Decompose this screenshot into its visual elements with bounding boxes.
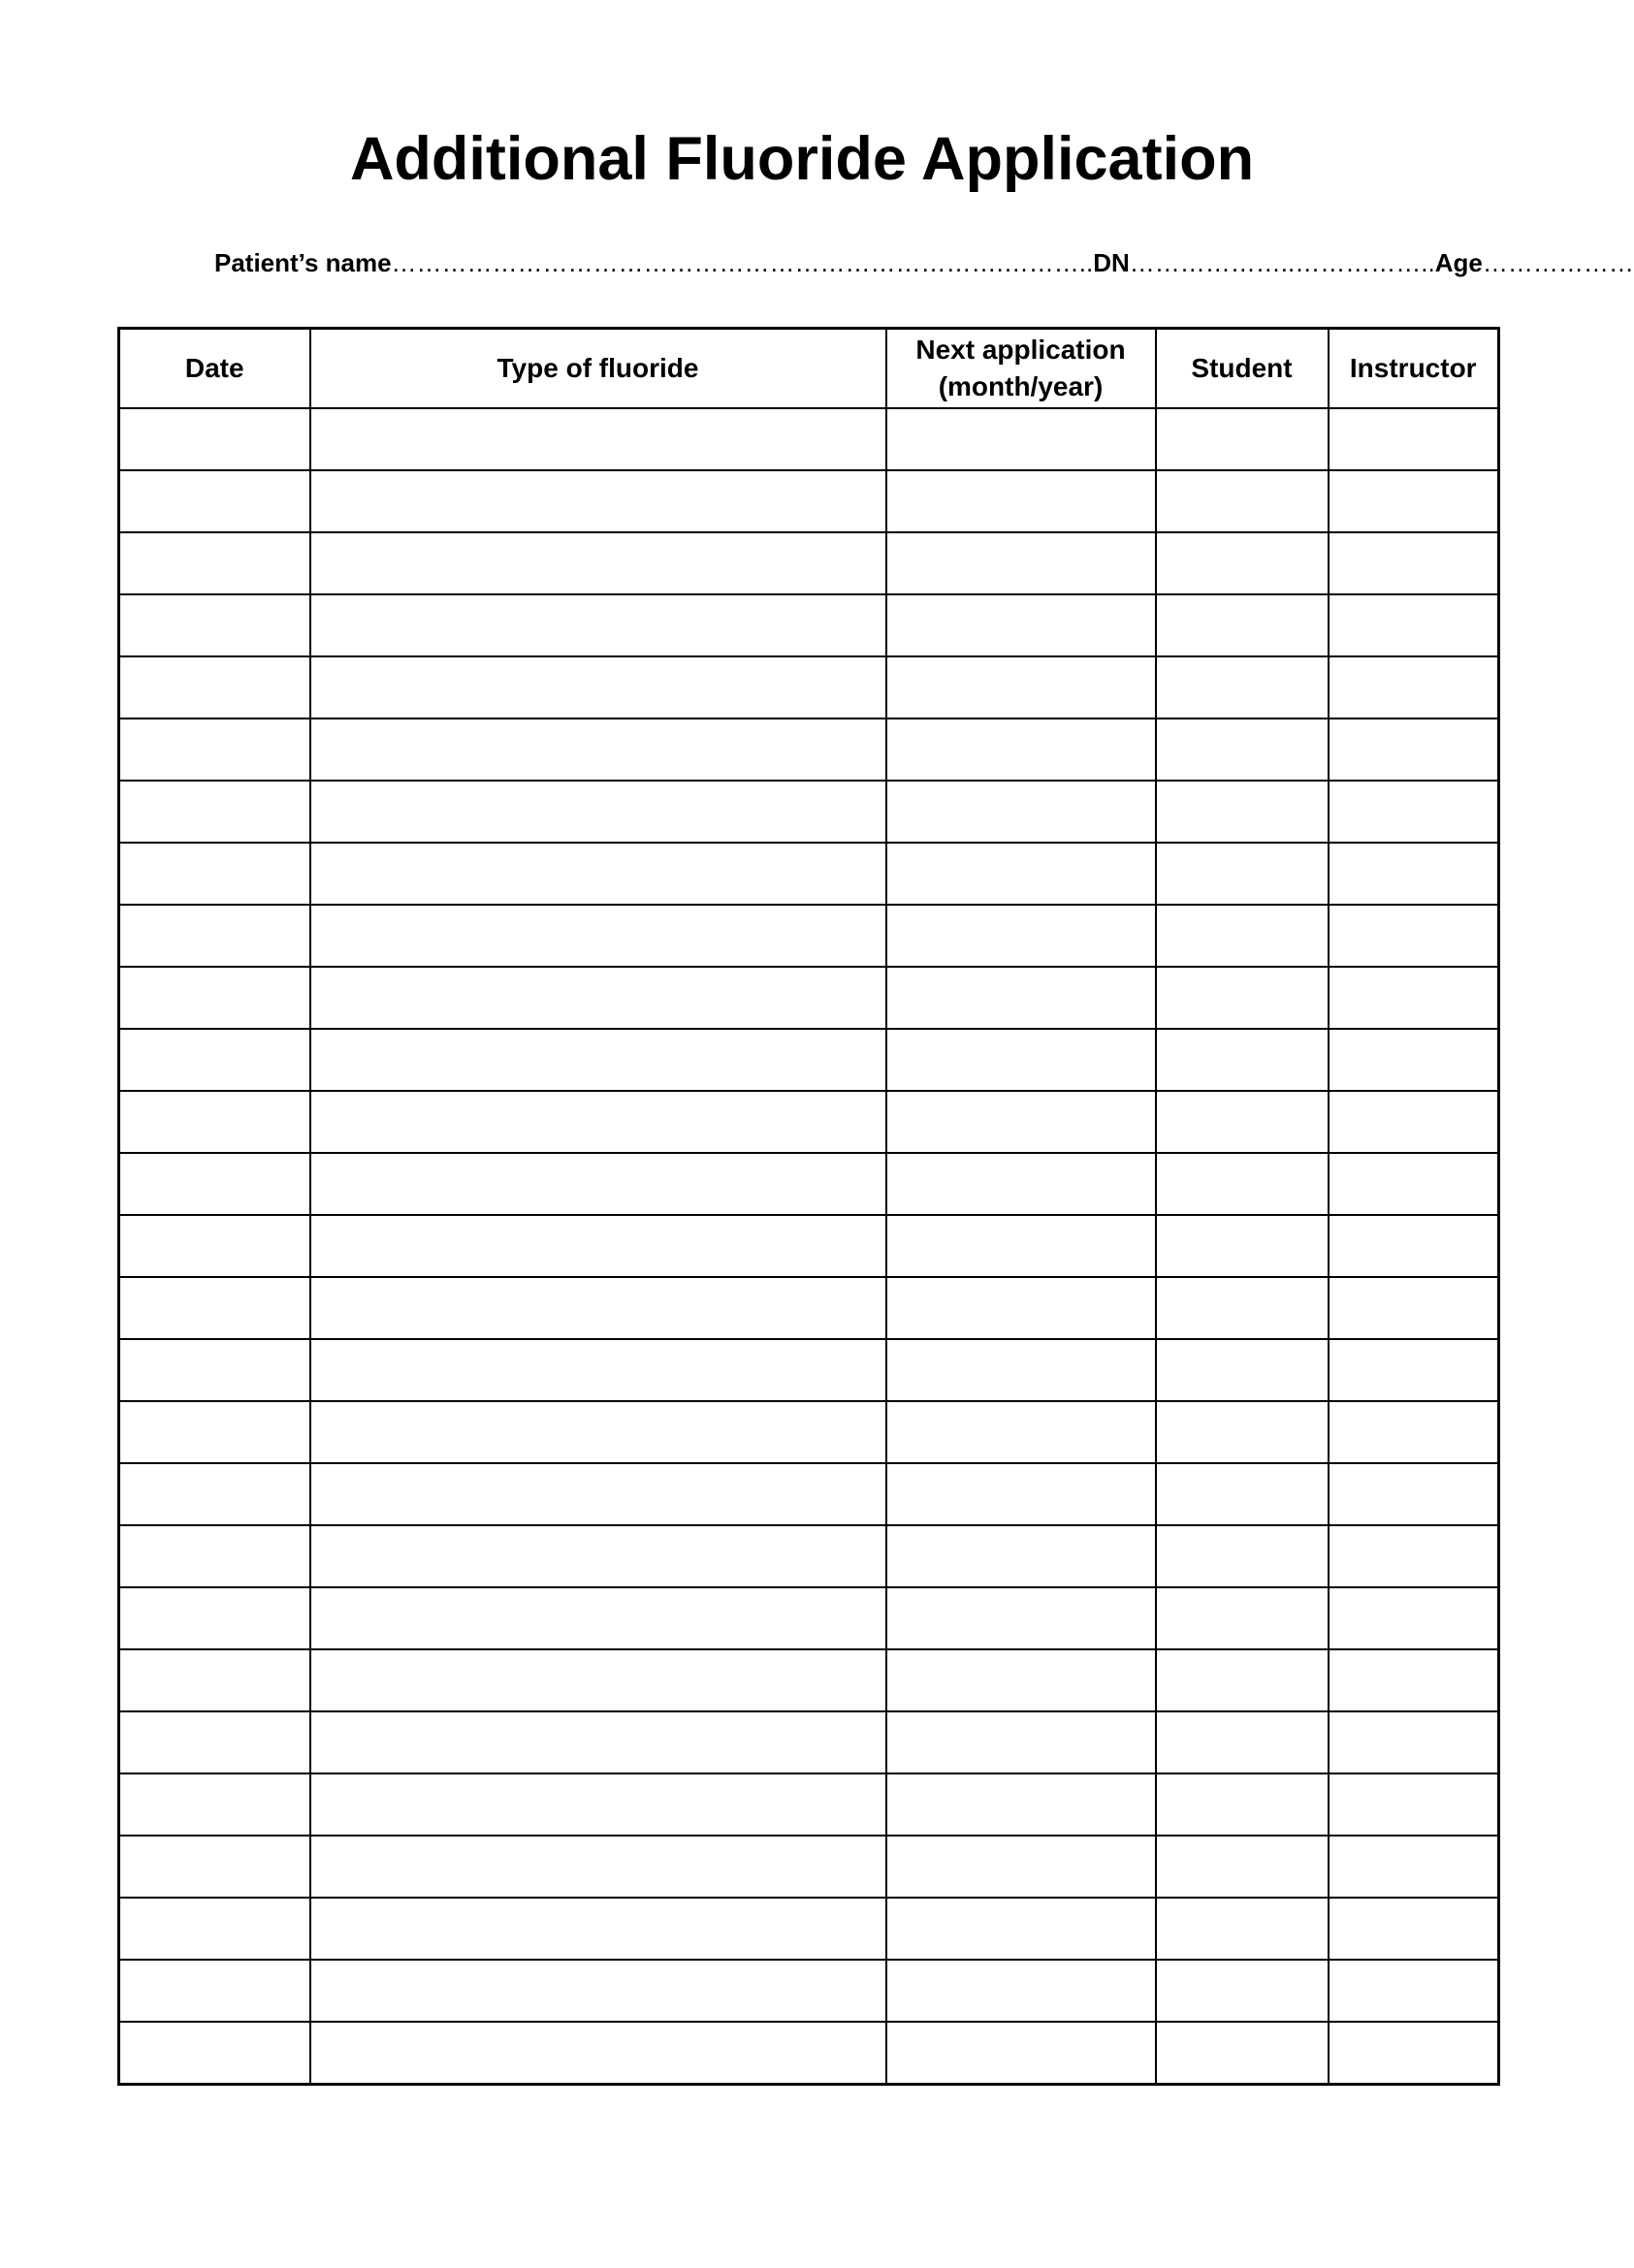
student-cell[interactable] (1156, 1029, 1329, 1091)
next-application-cell[interactable] (886, 470, 1156, 532)
table-body (119, 408, 1499, 2085)
type-of-fluoride-cell[interactable] (310, 1029, 886, 1091)
instructor-cell[interactable] (1329, 408, 1499, 470)
next-application-cell[interactable] (886, 1401, 1156, 1463)
next-application-cell[interactable] (886, 1029, 1156, 1091)
type-of-fluoride-cell[interactable] (310, 1401, 886, 1463)
header-type-of-fluoride: Type of fluoride (310, 329, 886, 409)
table-row (119, 1960, 1499, 2022)
instructor-cell[interactable] (1329, 1836, 1499, 1898)
type-of-fluoride-cell[interactable] (310, 1091, 886, 1153)
table-row (119, 843, 1499, 905)
table-row (119, 905, 1499, 967)
student-cell[interactable] (1156, 1898, 1329, 1960)
dn-label: DN (1093, 248, 1130, 277)
table-row (119, 656, 1499, 719)
next-application-cell[interactable] (886, 1773, 1156, 1836)
date-cell[interactable] (119, 1463, 310, 1525)
date-cell[interactable] (119, 656, 310, 719)
type-of-fluoride-cell[interactable] (310, 1773, 886, 1836)
student-cell[interactable] (1156, 1711, 1329, 1773)
date-cell[interactable] (119, 594, 310, 656)
next-application-cell[interactable] (886, 1836, 1156, 1898)
table-row (119, 1153, 1499, 1215)
table-row (119, 1091, 1499, 1153)
table-row (119, 1463, 1499, 1525)
student-cell[interactable] (1156, 843, 1329, 905)
instructor-cell[interactable] (1329, 1649, 1499, 1711)
date-cell[interactable] (119, 532, 310, 594)
date-cell[interactable] (119, 719, 310, 781)
type-of-fluoride-cell[interactable] (310, 1649, 886, 1711)
student-cell[interactable] (1156, 1277, 1329, 1339)
next-application-cell[interactable] (886, 905, 1156, 967)
student-cell[interactable] (1156, 594, 1329, 656)
next-application-cell[interactable] (886, 408, 1156, 470)
instructor-cell[interactable] (1329, 905, 1499, 967)
instructor-cell[interactable] (1329, 2022, 1499, 2085)
instructor-cell[interactable] (1329, 1401, 1499, 1463)
student-cell[interactable] (1156, 967, 1329, 1029)
type-of-fluoride-cell[interactable] (310, 1836, 886, 1898)
table-row (119, 1711, 1499, 1773)
next-application-cell[interactable] (886, 1091, 1156, 1153)
next-application-cell[interactable] (886, 1339, 1156, 1401)
next-application-cell[interactable] (886, 1898, 1156, 1960)
date-cell[interactable] (119, 1339, 310, 1401)
student-cell[interactable] (1156, 532, 1329, 594)
age-label: Age (1434, 248, 1483, 277)
date-cell[interactable] (119, 843, 310, 905)
instructor-cell[interactable] (1329, 1153, 1499, 1215)
student-cell[interactable] (1156, 781, 1329, 843)
student-cell[interactable] (1156, 1773, 1329, 1836)
date-cell[interactable] (119, 1277, 310, 1339)
patient-name-field[interactable]: ……………………………………………………………….……….. (391, 248, 1094, 277)
table-header-row (119, 329, 1499, 409)
instructor-cell[interactable] (1329, 1091, 1499, 1153)
header-next-application-line1: Next application (915, 335, 1126, 365)
date-cell[interactable] (119, 1153, 310, 1215)
student-cell[interactable] (1156, 1339, 1329, 1401)
instructor-cell[interactable] (1329, 1525, 1499, 1587)
header-student: Student (1156, 329, 1329, 409)
table-row (119, 1029, 1499, 1091)
header-instructor: Instructor (1329, 329, 1499, 409)
date-cell[interactable] (119, 1898, 310, 1960)
date-cell[interactable] (119, 1711, 310, 1773)
instructor-cell[interactable] (1329, 470, 1499, 532)
instructor-cell[interactable] (1329, 967, 1499, 1029)
student-cell[interactable] (1156, 2022, 1329, 2085)
table-row (119, 719, 1499, 781)
patient-info-line (214, 246, 1634, 279)
header-date: Date (119, 329, 310, 409)
date-cell[interactable] (119, 1525, 310, 1587)
table-row (119, 532, 1499, 594)
next-application-cell[interactable] (886, 843, 1156, 905)
date-cell[interactable] (119, 470, 310, 532)
table-row (119, 1836, 1499, 1898)
instructor-cell[interactable] (1329, 1339, 1499, 1401)
type-of-fluoride-cell[interactable] (310, 967, 886, 1029)
type-of-fluoride-cell[interactable] (310, 594, 886, 656)
type-of-fluoride-cell[interactable] (310, 1215, 886, 1277)
instructor-cell[interactable] (1329, 594, 1499, 656)
instructor-cell[interactable] (1329, 656, 1499, 719)
type-of-fluoride-cell[interactable] (310, 2022, 886, 2085)
next-application-cell[interactable] (886, 1153, 1156, 1215)
instructor-cell[interactable] (1329, 781, 1499, 843)
instructor-cell[interactable] (1329, 843, 1499, 905)
type-of-fluoride-cell[interactable] (310, 532, 886, 594)
instructor-cell[interactable] (1329, 1587, 1499, 1649)
next-application-cell[interactable] (886, 1215, 1156, 1277)
type-of-fluoride-cell[interactable] (310, 1960, 886, 2022)
date-cell[interactable] (119, 1215, 310, 1277)
student-cell[interactable] (1156, 1836, 1329, 1898)
next-application-cell[interactable] (886, 1463, 1156, 1525)
student-cell[interactable] (1156, 719, 1329, 781)
date-cell[interactable] (119, 967, 310, 1029)
instructor-cell[interactable] (1329, 1029, 1499, 1091)
type-of-fluoride-cell[interactable] (310, 781, 886, 843)
next-application-cell[interactable] (886, 967, 1156, 1029)
date-cell[interactable] (119, 1029, 310, 1091)
date-cell[interactable] (119, 1836, 310, 1898)
date-cell[interactable] (119, 781, 310, 843)
date-cell[interactable] (119, 1960, 310, 2022)
type-of-fluoride-cell[interactable] (310, 1277, 886, 1339)
table-row (119, 2022, 1499, 2085)
header-next-application (886, 329, 1156, 409)
type-of-fluoride-cell[interactable] (310, 1587, 886, 1649)
student-cell[interactable] (1156, 1463, 1329, 1525)
next-application-cell[interactable] (886, 1525, 1156, 1587)
date-cell[interactable] (119, 2022, 310, 2085)
student-cell[interactable] (1156, 905, 1329, 967)
next-application-cell[interactable] (886, 781, 1156, 843)
table-row (119, 1277, 1499, 1339)
date-cell[interactable] (119, 1587, 310, 1649)
instructor-cell[interactable] (1329, 1898, 1499, 1960)
type-of-fluoride-cell[interactable] (310, 1153, 886, 1215)
next-application-cell[interactable] (886, 532, 1156, 594)
student-cell[interactable] (1156, 1525, 1329, 1587)
student-cell[interactable] (1156, 1215, 1329, 1277)
student-cell[interactable] (1156, 1401, 1329, 1463)
table-row (119, 967, 1499, 1029)
instructor-cell[interactable] (1329, 1463, 1499, 1525)
type-of-fluoride-cell[interactable] (310, 843, 886, 905)
instructor-cell[interactable] (1329, 1215, 1499, 1277)
table-row (119, 1401, 1499, 1463)
dn-field[interactable]: ………………..…………….. (1129, 248, 1435, 277)
student-cell[interactable] (1156, 470, 1329, 532)
type-of-fluoride-cell[interactable] (310, 719, 886, 781)
table-row (119, 1587, 1499, 1649)
student-cell[interactable] (1156, 408, 1329, 470)
next-application-cell[interactable] (886, 1587, 1156, 1649)
page-title: Additional Fluoride Application (349, 125, 1255, 193)
next-application-cell[interactable] (886, 656, 1156, 719)
table-row (119, 470, 1499, 532)
student-cell[interactable] (1156, 656, 1329, 719)
type-of-fluoride-cell[interactable] (310, 470, 886, 532)
table-row (119, 594, 1499, 656)
table-row (119, 1898, 1499, 1960)
student-cell[interactable] (1156, 1091, 1329, 1153)
type-of-fluoride-cell[interactable] (310, 1898, 886, 1960)
next-application-cell[interactable] (886, 1649, 1156, 1711)
header-next-application-line2: (month/year) (938, 371, 1104, 401)
table-row (119, 1339, 1499, 1401)
student-cell[interactable] (1156, 1960, 1329, 2022)
student-cell[interactable] (1156, 1587, 1329, 1649)
type-of-fluoride-cell[interactable] (310, 905, 886, 967)
instructor-cell[interactable] (1329, 1277, 1499, 1339)
type-of-fluoride-cell[interactable] (310, 1525, 886, 1587)
patient-name-label: Patient’s name (214, 248, 392, 277)
type-of-fluoride-cell[interactable] (310, 1711, 886, 1773)
type-of-fluoride-cell[interactable] (310, 408, 886, 470)
instructor-cell[interactable] (1329, 1960, 1499, 2022)
instructor-cell[interactable] (1329, 532, 1499, 594)
date-cell[interactable] (119, 1773, 310, 1836)
table-row (119, 1773, 1499, 1836)
table-row (119, 1215, 1499, 1277)
date-cell[interactable] (119, 408, 310, 470)
table-row (119, 1649, 1499, 1711)
type-of-fluoride-cell[interactable] (310, 1339, 886, 1401)
instructor-cell[interactable] (1329, 1773, 1499, 1836)
date-cell[interactable] (119, 905, 310, 967)
table-row (119, 781, 1499, 843)
student-cell[interactable] (1156, 1153, 1329, 1215)
fluoride-application-table (117, 327, 1500, 2086)
age-field[interactable]: ……………… (1482, 248, 1634, 277)
next-application-cell[interactable] (886, 2022, 1156, 2085)
date-cell[interactable] (119, 1091, 310, 1153)
type-of-fluoride-cell[interactable] (310, 656, 886, 719)
table-row (119, 408, 1499, 470)
next-application-cell[interactable] (886, 594, 1156, 656)
type-of-fluoride-cell[interactable] (310, 1463, 886, 1525)
next-application-cell[interactable] (886, 719, 1156, 781)
date-cell[interactable] (119, 1649, 310, 1711)
next-application-cell[interactable] (886, 1711, 1156, 1773)
student-cell[interactable] (1156, 1649, 1329, 1711)
next-application-cell[interactable] (886, 1277, 1156, 1339)
date-cell[interactable] (119, 1401, 310, 1463)
table-row (119, 1525, 1499, 1587)
instructor-cell[interactable] (1329, 719, 1499, 781)
instructor-cell[interactable] (1329, 1711, 1499, 1773)
next-application-cell[interactable] (886, 1960, 1156, 2022)
